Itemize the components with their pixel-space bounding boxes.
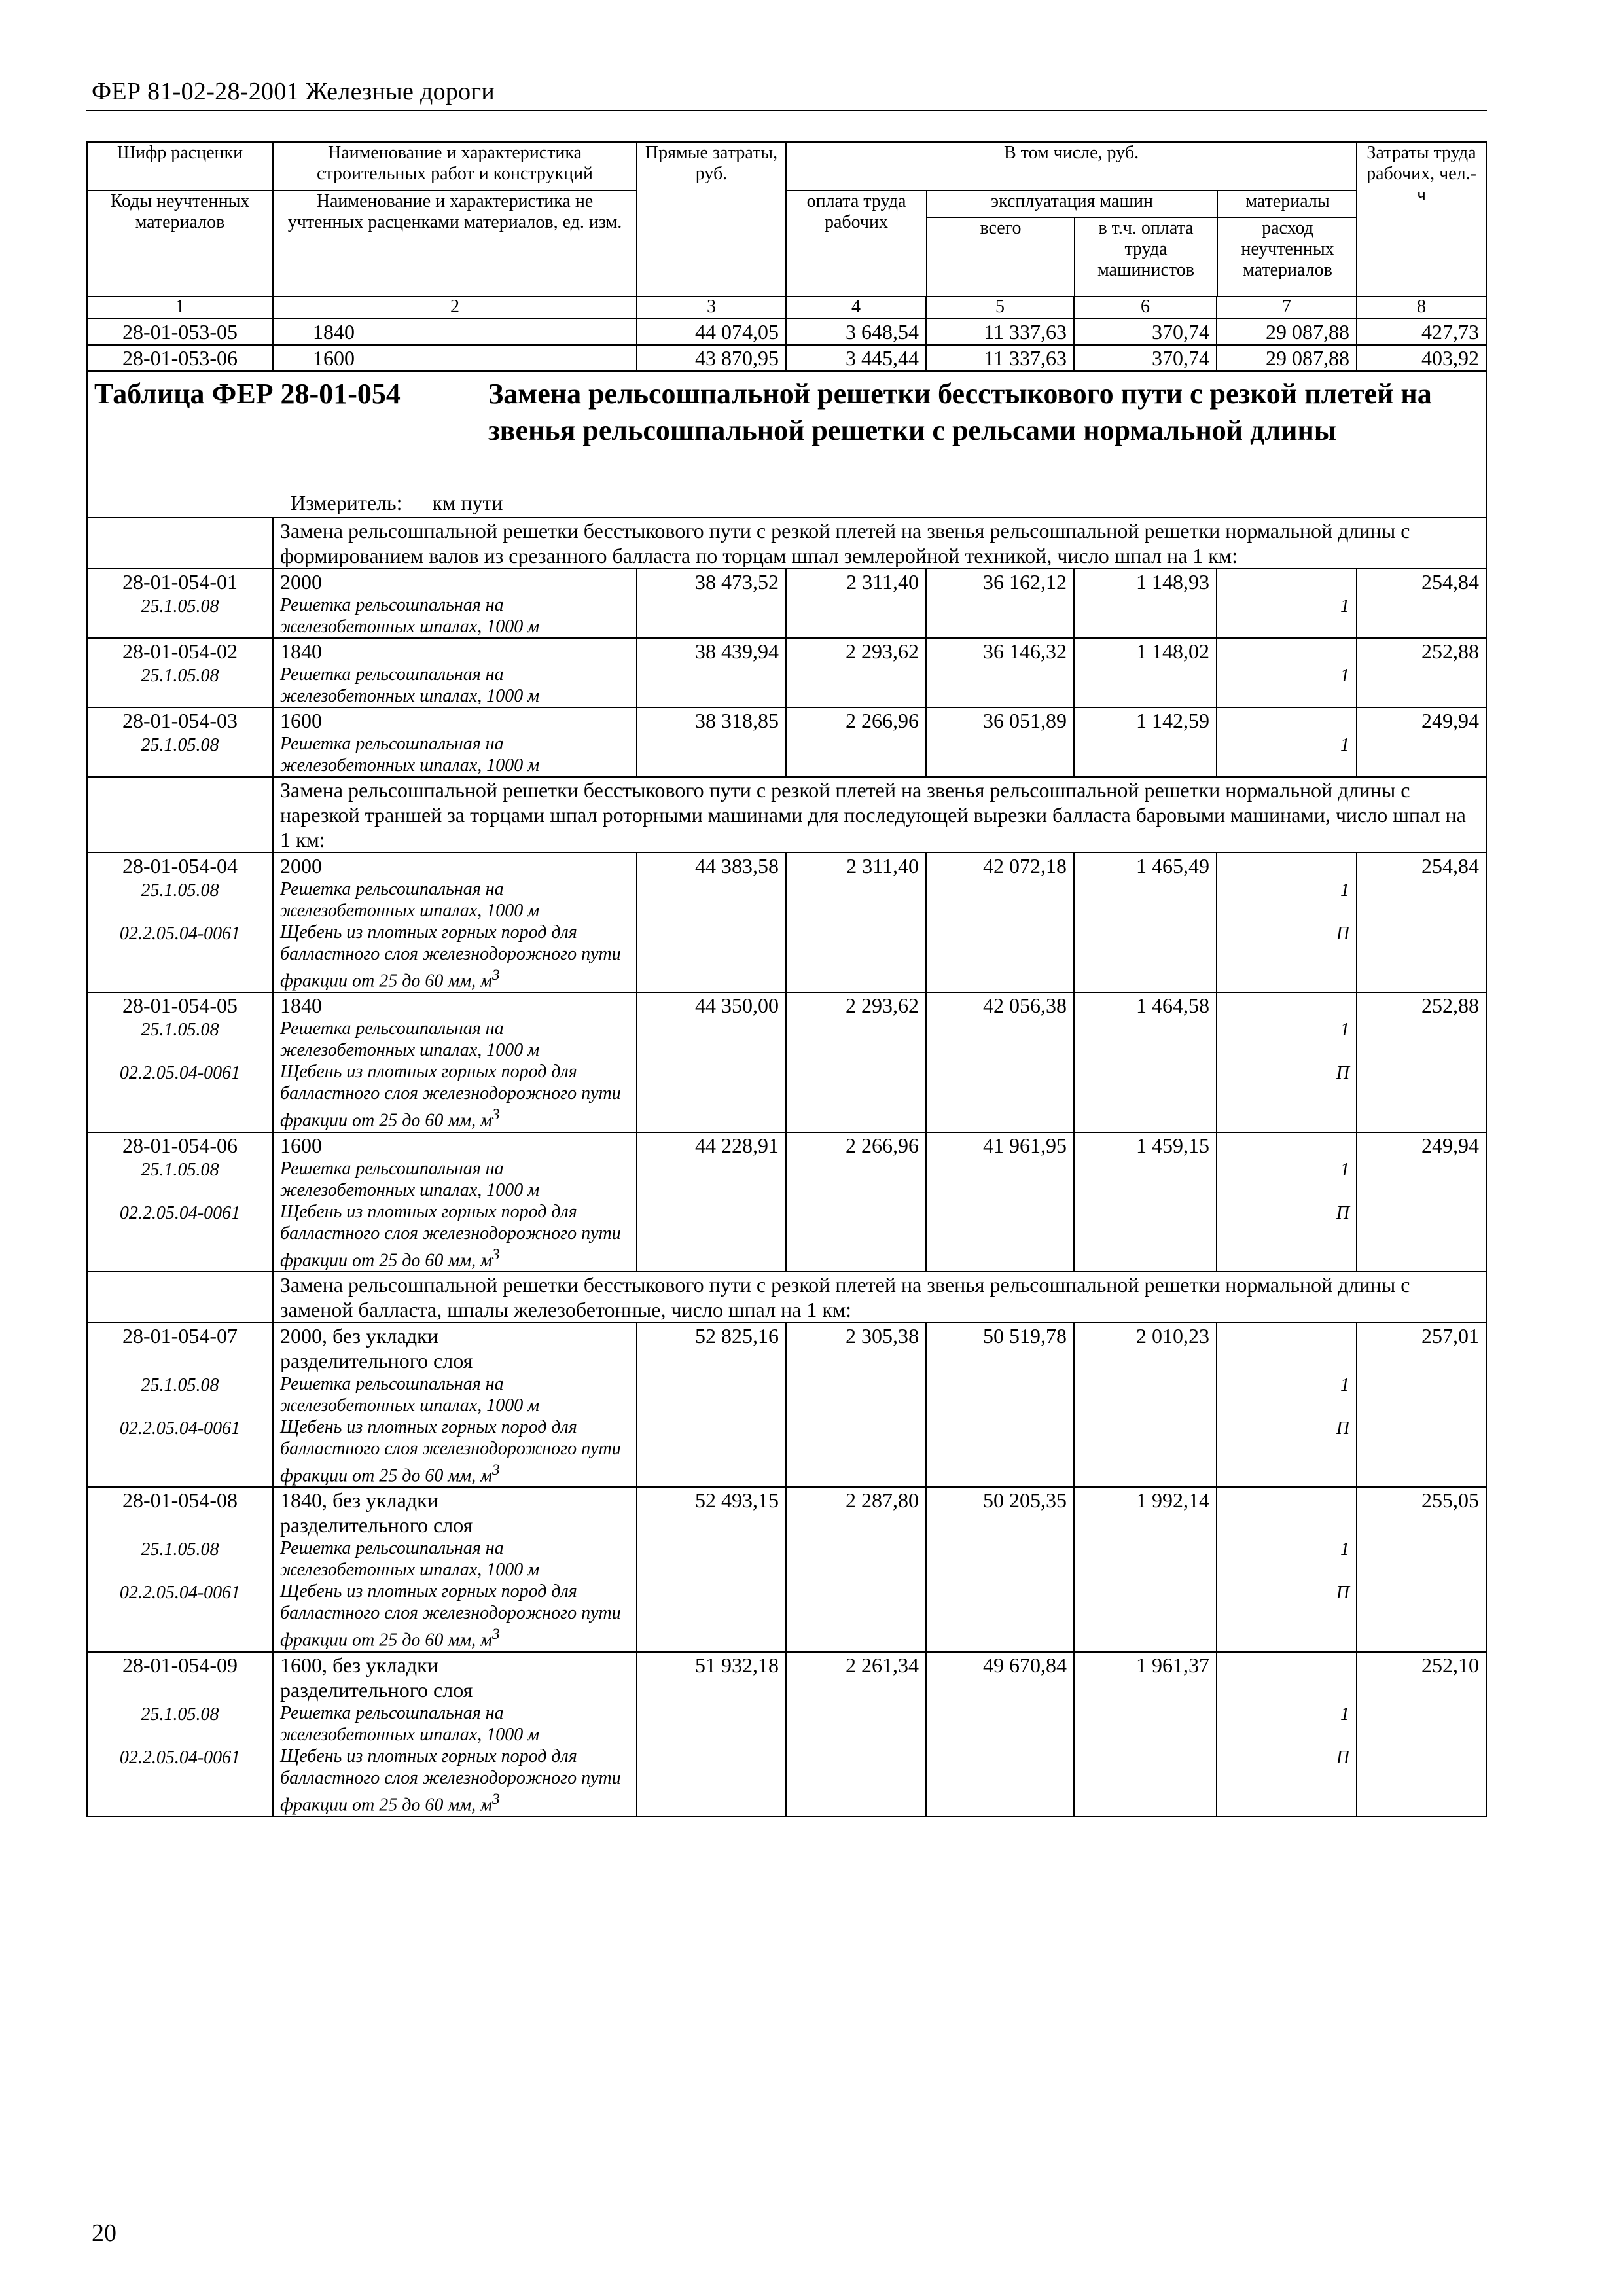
material-row <box>87 1018 1486 1061</box>
machines-total: 36 162,12 <box>926 569 1074 594</box>
rate-row <box>87 992 1486 1018</box>
material-name: Щебень из плотных горных пород для балластного слоя железнодорожного пути фракции от 25 до 60 мм, $м^3$ <box>273 1746 637 1816</box>
machines-total: 36 146,32 <box>926 638 1074 664</box>
rate-code: 28-01-054-01 <box>87 569 273 594</box>
rate-name-continued: разделительного слоя <box>280 1513 473 1537</box>
materials-cost: 29 087,88 <box>1217 319 1357 345</box>
col-header-labor: Затраты труда рабочих, чел.-ч <box>1357 142 1486 296</box>
column-number: 7 <box>1217 296 1357 319</box>
col-header-code: Шифр расценки <box>87 142 273 190</box>
col-header-machines-total: всего <box>927 217 1075 296</box>
col-header-machinist-wages: в т.ч. оплата труда машинистов <box>1075 217 1217 296</box>
machinist-wages: 1 961,37 <box>1074 1652 1217 1702</box>
direct-cost: 43 870,95 <box>637 345 786 371</box>
direct-cost: 52 825,16 <box>637 1323 786 1373</box>
material-quantity: 1 <box>1217 1537 1357 1581</box>
page-number: 20 <box>92 2219 116 2247</box>
labor-cost: 254,84 <box>1357 569 1486 594</box>
workers-wages: 2 311,40 <box>786 853 926 878</box>
labor-cost: 252,88 <box>1357 992 1486 1018</box>
material-quantity: 1 <box>1217 1373 1357 1416</box>
table-title-row <box>87 371 1486 518</box>
rate-name: 2000 <box>273 569 637 594</box>
material-row <box>87 1416 1486 1487</box>
machines-total: 11 337,63 <box>926 345 1074 371</box>
material-name: Решетка рельсошпальная на железобетонных шпалах, 1000 м <box>273 1537 637 1581</box>
material-code: 02.2.05.04-0061 <box>87 1746 273 1816</box>
rate-name: 1840 <box>273 319 637 345</box>
direct-cost: 44 350,00 <box>637 992 786 1018</box>
rate-code: 28-01-054-04 <box>87 853 273 878</box>
machinist-wages: 370,74 <box>1074 319 1217 345</box>
group-row <box>87 1272 1486 1323</box>
machines-total: 50 205,35 <box>926 1487 1074 1537</box>
material-code: 02.2.05.04-0061 <box>87 1201 273 1272</box>
rate-name: 2000, без укладки разделительного слоя <box>273 1323 637 1373</box>
rate-name: 2000 <box>273 853 637 878</box>
workers-wages: 2 266,96 <box>786 708 926 733</box>
material-name: Щебень из плотных горных пород для балластного слоя железнодорожного пути фракции от 25 до 60 мм, $м^3$ <box>273 1416 637 1487</box>
material-code: 25.1.05.08 <box>87 1018 273 1061</box>
material-name: Решетка рельсошпальная на железобетонных шпалах, 1000 м <box>273 1158 637 1201</box>
rate-row <box>87 638 1486 664</box>
material-code: 02.2.05.04-0061 <box>87 922 273 992</box>
rate-code: 28-01-054-06 <box>87 1132 273 1158</box>
machines-total: 41 961,95 <box>926 1132 1074 1158</box>
material-name: Щебень из плотных горных пород для балластного слоя железнодорожного пути фракции от 25 до 60 мм, $м^3$ <box>273 1581 637 1651</box>
direct-cost: 44 383,58 <box>637 853 786 878</box>
machinist-wages: 1 464,58 <box>1074 992 1217 1018</box>
material-code: 25.1.05.08 <box>87 878 273 922</box>
machines-total: 11 337,63 <box>926 319 1074 345</box>
material-name: Решетка рельсошпальная на железобетонных шпалах, 1000 м <box>273 664 637 708</box>
material-quantity: 1 <box>1217 878 1357 922</box>
rate-row <box>87 569 1486 594</box>
workers-wages: 2 293,62 <box>786 638 926 664</box>
group-row <box>87 518 1486 569</box>
material-quantity: П <box>1217 922 1357 992</box>
direct-cost: 38 439,94 <box>637 638 786 664</box>
table-row <box>87 345 1486 371</box>
material-code: 25.1.05.08 <box>87 1702 273 1746</box>
direct-cost: 51 932,18 <box>637 1652 786 1702</box>
material-code: 25.1.05.08 <box>87 664 273 708</box>
machines-total: 49 670,84 <box>926 1652 1074 1702</box>
material-row <box>87 1373 1486 1416</box>
column-number: 8 <box>1357 296 1486 319</box>
material-quantity: П <box>1217 1746 1357 1816</box>
measure-unit: км пути <box>432 491 503 514</box>
material-name: Щебень из плотных горных пород для балластного слоя железнодорожного пути фракции от 25 до 60 мм, $м^3$ <box>273 1061 637 1132</box>
rate-name-continued: разделительного слоя <box>280 1677 473 1702</box>
column-number: 4 <box>786 296 926 319</box>
material-quantity: П <box>1217 1201 1357 1272</box>
rate-name: 1840, без укладки разделительного слоя <box>273 1487 637 1537</box>
col-header-subgrid <box>786 190 1357 296</box>
column-numbers-row <box>87 296 1486 319</box>
labor-cost: 427,73 <box>1357 319 1486 345</box>
col-header-machines: эксплуатация машин <box>927 191 1217 217</box>
material-name: Щебень из плотных горных пород для балластного слоя железнодорожного пути фракции от 25 до 60 мм, $м^3$ <box>273 1201 637 1272</box>
labor-cost: 252,88 <box>1357 638 1486 664</box>
material-row <box>87 1061 1486 1132</box>
machinist-wages: 1 142,59 <box>1074 708 1217 733</box>
machinist-wages: 370,74 <box>1074 345 1217 371</box>
material-code: 25.1.05.08 <box>87 1537 273 1581</box>
col-header-unaccounted-consumption: расход неучтенных материалов <box>1241 218 1334 280</box>
col-header-name: Наименование и характеристика строительных работ и конструкций <box>273 142 637 190</box>
rate-code: 28-01-054-07 <box>87 1323 273 1373</box>
measure-unit-line <box>291 491 503 514</box>
col-header-materials: материалы <box>1217 191 1357 217</box>
material-row <box>87 733 1486 777</box>
labor-cost: 255,05 <box>1357 1487 1486 1537</box>
rate-name: 1600, без укладки разделительного слоя <box>273 1652 637 1702</box>
running-header: ФЕР 81-02-28-2001 Железные дороги <box>92 78 495 105</box>
rate-name: 1600 <box>273 1132 637 1158</box>
header-divider <box>86 110 1487 111</box>
material-row <box>87 922 1486 992</box>
col-header-direct: Прямые затраты, руб. <box>637 142 786 296</box>
direct-cost: 38 318,85 <box>637 708 786 733</box>
labor-cost: 403,92 <box>1357 345 1486 371</box>
group-description: Замена рельсошпальной решетки бесстыкового пути с резкой плетей на звенья рельсошпальной решетки нормальной длины с нарезкой траншей за торцами шпал роторными машинами для последующей вырезки балласта баровыми машинами, число шпал на 1 км: <box>273 777 1486 853</box>
material-quantity: 1 <box>1217 733 1357 777</box>
table-heading: Замена рельсошпальной решетки бесстыкового пути с резкой плетей на звенья рельсошпальной решетки с рельсами нормальной длины <box>488 378 1432 446</box>
rate-code: 28-01-053-06 <box>87 345 273 371</box>
machinist-wages: 1 148,02 <box>1074 638 1217 664</box>
rate-code: 28-01-053-05 <box>87 319 273 345</box>
material-code: 02.2.05.04-0061 <box>87 1416 273 1487</box>
rate-row <box>87 708 1486 733</box>
machinist-wages: 2 010,23 <box>1074 1323 1217 1373</box>
rate-name-continued: разделительного слоя <box>280 1348 473 1372</box>
material-code: 02.2.05.04-0061 <box>87 1061 273 1132</box>
machinist-wages: 1 992,14 <box>1074 1487 1217 1537</box>
column-number: 2 <box>273 296 637 319</box>
table-number: Таблица ФЕР 28-01-054 <box>94 378 401 410</box>
rate-code: 28-01-054-08 <box>87 1487 273 1537</box>
material-row <box>87 1201 1486 1272</box>
workers-wages: 3 445,44 <box>786 345 926 371</box>
material-row <box>87 1746 1486 1816</box>
price-table <box>86 141 1487 1817</box>
machinist-wages: 1 148,93 <box>1074 569 1217 594</box>
labor-cost: 254,84 <box>1357 853 1486 878</box>
material-row <box>87 1537 1486 1581</box>
direct-cost: 44 074,05 <box>637 319 786 345</box>
rate-name: 1600 <box>273 708 637 733</box>
workers-wages: 2 287,80 <box>786 1487 926 1537</box>
col-header-unaccounted-codes: Коды неучтенных материалов <box>87 190 273 296</box>
material-name: Щебень из плотных горных пород для балластного слоя железнодорожного пути фракции от 25 до 60 мм, $м^3$ <box>273 922 637 992</box>
material-quantity: П <box>1217 1061 1357 1132</box>
material-row <box>87 1158 1486 1201</box>
group-row <box>87 777 1486 853</box>
material-quantity: 1 <box>1217 664 1357 708</box>
machines-total: 42 072,18 <box>926 853 1074 878</box>
column-number: 3 <box>637 296 786 319</box>
workers-wages: 2 305,38 <box>786 1323 926 1373</box>
subheader-grid <box>787 191 1357 296</box>
labor-cost: 249,94 <box>1357 708 1486 733</box>
machines-total: 36 051,89 <box>926 708 1074 733</box>
material-quantity: П <box>1217 1581 1357 1651</box>
rate-name: 1600 <box>273 345 637 371</box>
machines-total: 42 056,38 <box>926 992 1074 1018</box>
rate-row <box>87 1652 1486 1702</box>
col-header-wages: оплата труда рабочих <box>787 191 927 296</box>
workers-wages: 2 261,34 <box>786 1652 926 1702</box>
rate-code: 28-01-054-09 <box>87 1652 273 1702</box>
labor-cost: 249,94 <box>1357 1132 1486 1158</box>
rate-row <box>87 1323 1486 1373</box>
column-number: 1 <box>87 296 273 319</box>
material-name: Решетка рельсошпальная на железобетонных шпалах, 1000 м <box>273 733 637 777</box>
rate-name: 1840 <box>273 992 637 1018</box>
material-row <box>87 1702 1486 1746</box>
labor-cost: 257,01 <box>1357 1323 1486 1373</box>
material-name: Решетка рельсошпальная на железобетонных шпалах, 1000 м <box>273 1702 637 1746</box>
workers-wages: 2 266,96 <box>786 1132 926 1158</box>
material-quantity: П <box>1217 1416 1357 1487</box>
column-number: 5 <box>926 296 1074 319</box>
col-header-including: В том числе, руб. <box>786 142 1357 190</box>
material-quantity: 1 <box>1217 1702 1357 1746</box>
header-row-2 <box>87 190 1486 296</box>
material-row <box>87 664 1486 708</box>
material-name: Решетка рельсошпальная на железобетонных шпалах, 1000 м <box>273 878 637 922</box>
material-quantity: 1 <box>1217 1158 1357 1201</box>
material-code: 02.2.05.04-0061 <box>87 1581 273 1651</box>
rate-row <box>87 1132 1486 1158</box>
workers-wages: 3 648,54 <box>786 319 926 345</box>
material-name: Решетка рельсошпальная на железобетонных шпалах, 1000 м <box>273 1018 637 1061</box>
material-code: 25.1.05.08 <box>87 594 273 638</box>
workers-wages: 2 293,62 <box>786 992 926 1018</box>
material-name: Решетка рельсошпальная на железобетонных шпалах, 1000 м <box>273 1373 637 1416</box>
material-code: 25.1.05.08 <box>87 733 273 777</box>
direct-cost: 44 228,91 <box>637 1132 786 1158</box>
direct-cost: 52 493,15 <box>637 1487 786 1537</box>
rate-row <box>87 853 1486 878</box>
material-quantity: 1 <box>1217 594 1357 638</box>
machinist-wages: 1 465,49 <box>1074 853 1217 878</box>
material-code: 25.1.05.08 <box>87 1158 273 1201</box>
material-code: 25.1.05.08 <box>87 1373 273 1416</box>
group-description: Замена рельсошпальной решетки бесстыкового пути с резкой плетей на звенья рельсошпальной решетки нормальной длины с заменой балласта, шпалы железобетонные, число шпал на 1 км: <box>273 1272 1486 1323</box>
material-name: Решетка рельсошпальная на железобетонных шпалах, 1000 м <box>273 594 637 638</box>
rate-row <box>87 1487 1486 1537</box>
machinist-wages: 1 459,15 <box>1074 1132 1217 1158</box>
table-title-cell <box>87 371 1486 518</box>
material-row <box>87 878 1486 922</box>
material-quantity: 1 <box>1217 1018 1357 1061</box>
col-header-unaccounted-name: Наименование и характеристика не учтенных расценками материалов, ед. изм. <box>273 190 637 296</box>
rate-code: 28-01-054-05 <box>87 992 273 1018</box>
header-row-1 <box>87 142 1486 190</box>
direct-cost: 38 473,52 <box>637 569 786 594</box>
rate-code: 28-01-054-02 <box>87 638 273 664</box>
material-row <box>87 1581 1486 1651</box>
rate-name: 1840 <box>273 638 637 664</box>
labor-cost: 252,10 <box>1357 1652 1486 1702</box>
measure-label: Измеритель: <box>291 491 402 514</box>
materials-cost: 29 087,88 <box>1217 345 1357 371</box>
workers-wages: 2 311,40 <box>786 569 926 594</box>
rate-code: 28-01-054-03 <box>87 708 273 733</box>
material-row <box>87 594 1486 638</box>
column-number: 6 <box>1074 296 1217 319</box>
table-row <box>87 319 1486 345</box>
machines-total: 50 519,78 <box>926 1323 1074 1373</box>
group-description: Замена рельсошпальной решетки бесстыкового пути с резкой плетей на звенья рельсошпальной решетки нормальной длины с формированием валов из срезанного балласта по торцам шпал землеройной техникой, число шпал на 1 км: <box>273 518 1486 569</box>
